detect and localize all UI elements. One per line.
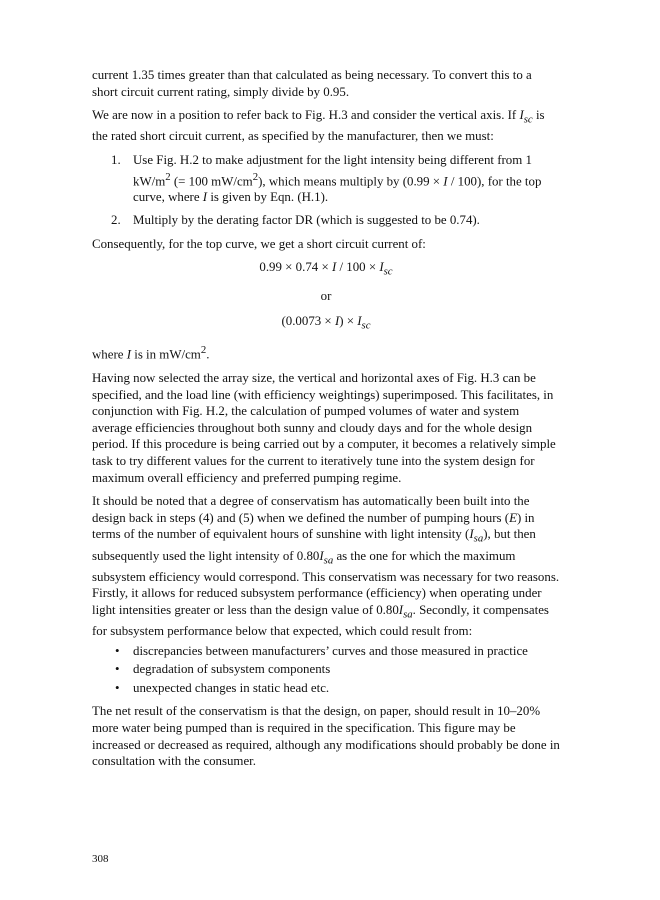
reasons-list (92, 643, 560, 697)
paragraph-net-result: The net result of the conservatism is that the design, on paper, should result in 10–20% more water being pumped than is required in the specification. This figure may be increased or decreased as required, although any modifications should probably be done in consultation with the consumer. (92, 704, 560, 769)
step-item: 2. Multiply by the derating factor DR (which is suggested to be 0.74). (111, 213, 480, 228)
bullet: • (115, 643, 120, 658)
steps-list (92, 152, 560, 229)
step-item: 1. Use Fig. H.2 to make adjustment for the light intensity being different from 1 $kW/m^2$ (= 100 $mW/cm^2$), which means multiply by (0.99 × I / 100), for the top curve, where I is given by Eqn. (H.1). (111, 152, 542, 205)
paragraph-intro: current 1.35 times greater than that calculated as being necessary. To convert this to a short circuit current rating, simply divide by 0.95. (92, 68, 532, 99)
page-number: 308 (92, 853, 109, 865)
bullet: • (115, 680, 120, 695)
step-number: 1. (111, 152, 121, 167)
paragraph-where: where I is in $mW/cm^2$. (92, 344, 210, 362)
step-number: 2. (111, 213, 121, 228)
paragraph-conservatism: It should be noted that a degree of conservatism has automatically been built into the design back in steps (4) and (5) when we defined the number of pumping hours (E) in terms of the number of equivalent hours of sunshine with light intensity $(I_{sa})$, but then subsequently used the light intensity of $0.80I_{sa}$ as the one for which the maximum subsystem efficiency would correspond. This conservatism was necessary for two reasons. Firstly, it allows for reduced subsystem performance (efficiency) when operating under light intensities greater or less than the design value of $0.80I_{sa}$. Secondly, it compensates for subsystem performance below that expected, which could result from: (92, 494, 560, 639)
paragraph-array-size: Having now selected the array size, the vertical and horizontal axes of Fig. H.3 can be specified, and the load line (with efficiency weightings) superimposed. This facilitates, in conjunction with Fig. H.2, the calculation of pumped volumes of water and system average efficiencies throughout both sunny and cloudy days and for the whole design period. If this procedure is being carried out by a computer, it becomes a relatively simple task to try different values for the current to iteratively tune into the system design for maximum overall efficiency and preferred pumping regime. (92, 371, 556, 485)
equation-or: or (320, 289, 332, 304)
body-text (92, 67, 560, 777)
bullet: • (115, 662, 120, 677)
list-item: • degradation of subsystem components (115, 662, 331, 677)
paragraph-vertical-axis: We are now in a position to refer back to Fig. H.3 and consider the vertical axis. If $I_{sc}$ is the rated short circuit current, as specified by the manufacturer, then we must: (92, 108, 545, 144)
paragraph-consequently: Consequently, for the top curve, we get a short circuit current of: (92, 236, 426, 251)
list-item: • discrepancies between manufacturers’ curves and those measured in practice (115, 643, 528, 658)
list-item: • unexpected changes in static head etc. (115, 680, 330, 695)
equation-1: $0.99 \times 0.74 \times I / 100 \times I_{sc}$ (259, 260, 393, 278)
equation-2: $(0.0073 \times I) \times I_{sc}$ (281, 313, 371, 332)
